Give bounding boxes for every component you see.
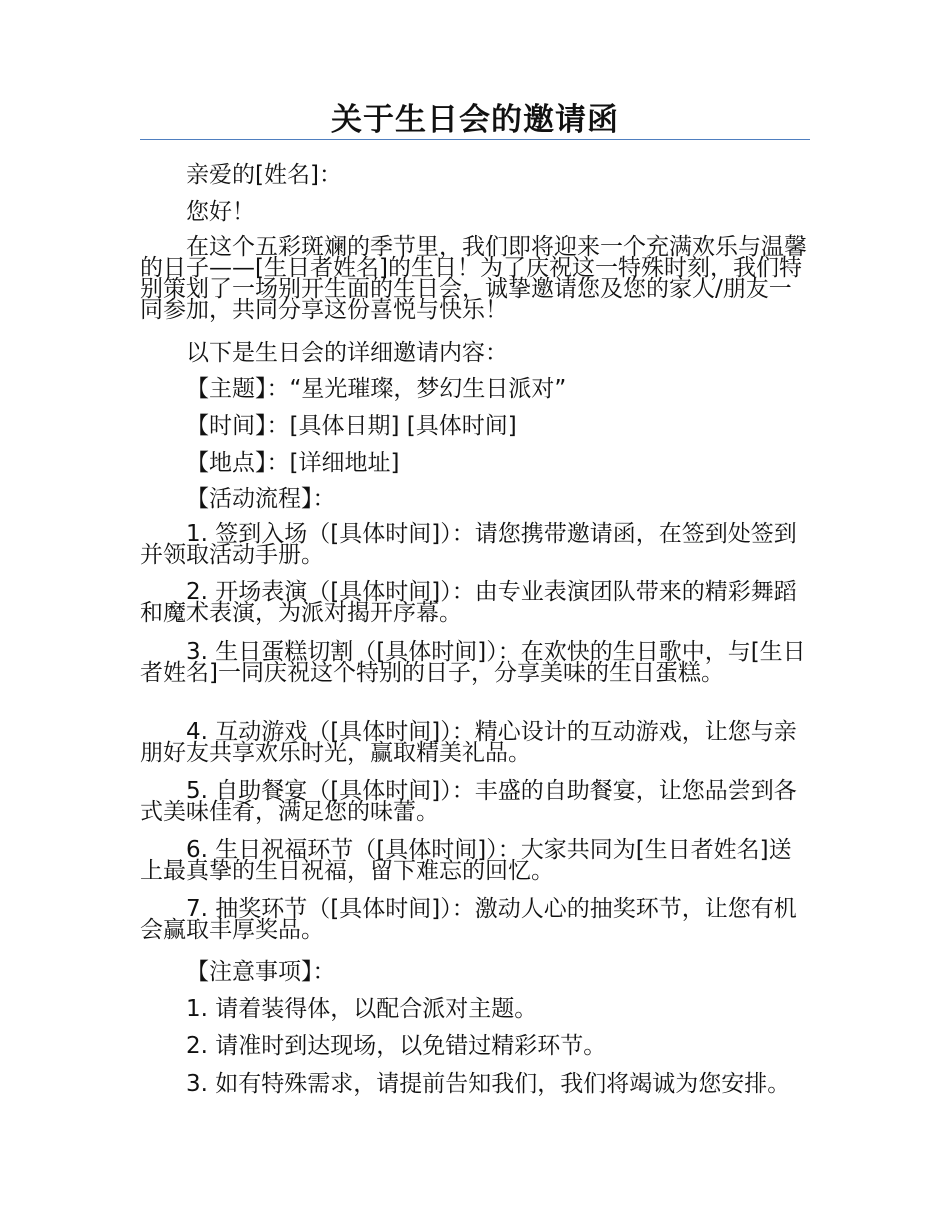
hello-line: 您好！ [186, 199, 255, 225]
greeting-line: 亲爱的[姓名]： [186, 162, 342, 188]
schedule-item: 5. 自助餐宴（[具体时间]）：丰盛的自助餐宴，让您品尝到各式美味佳肴，满足您的味蕾。 [140, 778, 797, 825]
schedule-item: 6. 生日祝福环节（[具体时间]）：大家共同为[生日者姓名]送上最真挚的生日祝福，留下难忘的回忆。 [140, 837, 792, 884]
note-item: 1. 请着装得体，以配合派对主题。 [186, 996, 538, 1022]
title-underline [140, 139, 810, 140]
intro-paragraph: 在这个五彩斑斓的季节里，我们即将迎来一个充满欢乐与温馨的日子——[生日者姓名]的生日！为了庆祝这一特殊时刻，我们特别策划了一场别开生面的生日会，诚挚邀请您及您的家人/朋友一同参加，共同分享这份喜悦与快乐！ [140, 234, 807, 323]
schedule-item: 1. 签到入场（[具体时间]）：请您携带邀请函，在签到处签到并领取活动手册。 [140, 521, 797, 568]
schedule-item: 7. 抽奖环节（[具体时间]）：激动人心的抽奖环节，让您有机会赢取丰厚奖品。 [140, 896, 797, 943]
time-line: 【时间】：[具体日期] [具体时间] [186, 413, 517, 439]
details-intro-line: 以下是生日会的详细邀请内容： [186, 340, 508, 366]
note-item: 2. 请准时到达现场，以免错过精彩环节。 [186, 1033, 607, 1059]
theme-line: 【主题】：“星光璀璨，梦幻生日派对” [186, 376, 567, 402]
schedule-heading: 【活动流程】： [186, 486, 336, 512]
schedule-item: 4. 互动游戏（[具体时间]）：精心设计的互动游戏，让您与亲朋好友共享欢乐时光，赢取精美礼品。 [140, 719, 797, 766]
document-title: 关于生日会的邀请函 [331, 102, 619, 138]
schedule-item: 2. 开场表演（[具体时间]）：由专业表演团队带来的精彩舞蹈和魔术表演，为派对揭开序幕。 [140, 579, 797, 626]
location-line: 【地点】：[详细地址] [186, 450, 400, 476]
note-item: 3. 如有特殊需求，请提前告知我们，我们将竭诚为您安排。 [186, 1071, 791, 1097]
schedule-item: 3. 生日蛋糕切割（[具体时间]）：在欢快的生日歌中，与[生日者姓名]一同庆祝这个特别的日子，分享美味的生日蛋糕。 [140, 639, 806, 686]
notes-heading: 【注意事项】： [186, 959, 336, 985]
